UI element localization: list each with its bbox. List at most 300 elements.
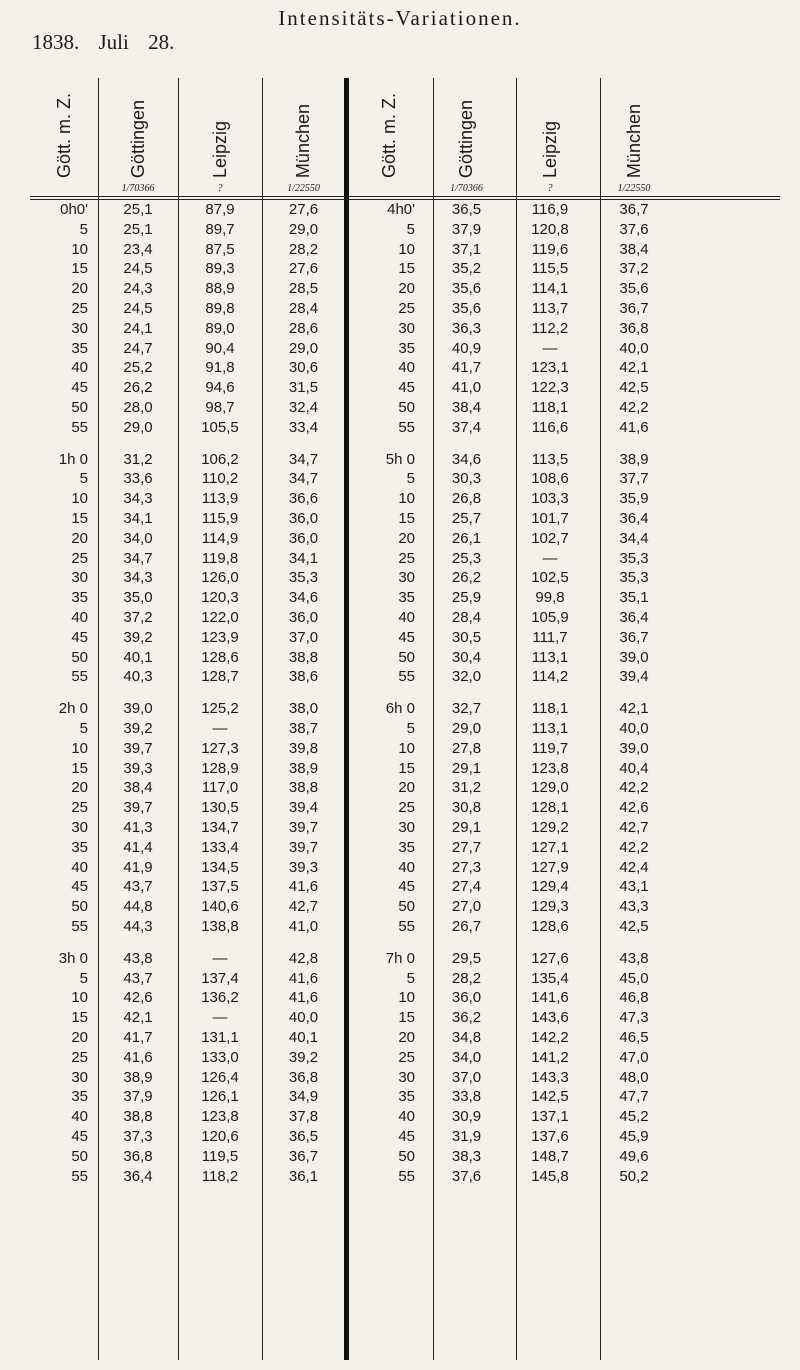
value-cell: 38,6 [288,668,319,686]
value-cell: 91,8 [205,359,235,377]
value-cell: 32,0 [451,668,482,686]
value-cell: 102,7 [531,529,569,547]
table-row [30,949,780,968]
time-cell: 55 [71,668,88,686]
time-cell: 25 [71,300,88,317]
value-cell: 35,6 [619,280,649,298]
value-cell: 32,7 [451,700,482,718]
value-cell: 39,7 [123,799,153,817]
value-cell: 34,1 [288,549,319,567]
value-cell: — [212,1009,228,1027]
value-cell: 44,8 [123,898,153,916]
value-cell: 39,7 [288,819,319,836]
table-row [30,279,780,298]
time-cell: 4h0' [387,201,415,218]
value-cell: 36,6 [288,490,319,508]
value-cell: 119,7 [531,739,569,757]
value-cell: 38,9 [288,759,319,777]
time-cell: 50 [398,399,415,416]
value-cell: 126,4 [201,1068,239,1086]
time-cell: 20 [71,529,88,547]
table-row [30,1147,780,1166]
value-cell: 25,1 [123,201,153,218]
column-divider [98,78,99,1360]
value-cell: 29,0 [123,418,153,436]
value-cell: 42,7 [619,819,649,836]
value-cell: 38,8 [288,648,319,666]
value-cell: 39,7 [288,838,319,856]
value-cell: 129,3 [531,898,569,916]
value-cell: 33,6 [123,470,153,488]
column-header-4 [262,78,345,196]
value-cell: 42,1 [619,700,649,718]
value-cell: 25,1 [123,220,153,238]
column-label: München [623,103,644,178]
value-cell: 24,7 [123,339,153,357]
time-cell: 2h 0 [58,700,88,718]
time-cell: 30 [71,1068,88,1086]
value-cell: 88,9 [205,280,235,298]
value-cell: 123,8 [531,759,569,777]
table-row [30,299,780,318]
value-cell: 40,4 [619,759,649,777]
value-cell: 126,0 [201,569,239,587]
value-cell: 87,5 [205,240,235,258]
table-row [30,529,780,548]
value-cell: 122,3 [531,379,569,397]
time-cell: 20 [398,280,415,298]
value-cell: 43,7 [123,969,153,987]
value-cell: 31,2 [123,450,153,468]
value-cell: 43,7 [123,878,153,896]
time-cell: 5 [79,220,88,238]
value-cell: 39,0 [619,648,649,666]
value-cell: 27,8 [451,739,482,757]
value-cell: 36,1 [288,1167,319,1185]
value-cell: 30,8 [451,799,482,817]
column-unit: 1/70366 [121,183,155,194]
time-cell: 45 [71,379,88,397]
value-cell: 38,9 [123,1068,153,1086]
value-cell: 111,7 [532,628,568,646]
value-cell: 38,3 [451,1147,482,1165]
value-cell: 30,6 [288,359,319,377]
value-cell: 45,0 [619,969,649,987]
value-cell: 29,0 [288,339,319,357]
value-cell: 126,1 [201,1088,239,1106]
time-cell: 10 [71,739,88,757]
value-cell: 41,6 [619,418,649,436]
value-cell: 33,4 [288,418,319,436]
time-cell: 20 [398,529,415,547]
value-cell: 36,0 [451,989,482,1007]
table-row [30,1028,780,1047]
value-cell: 137,1 [531,1108,569,1126]
time-cell: 6h 0 [385,700,415,718]
value-cell: 37,0 [451,1068,482,1086]
value-cell: 39,3 [288,858,319,876]
value-cell: 36,4 [619,609,649,626]
value-cell: 42,7 [288,898,319,916]
value-cell: 40,3 [123,668,153,686]
time-cell: 20 [71,1029,88,1046]
time-cell: 50 [398,648,415,666]
value-cell: 38,8 [288,779,319,797]
table-row [30,818,780,837]
time-cell: 40 [71,1108,88,1126]
time-cell: 45 [71,628,88,646]
value-cell: 31,2 [451,779,482,797]
value-cell: 30,9 [451,1108,482,1126]
value-cell: 36,5 [451,201,482,218]
value-cell: 31,9 [451,1128,482,1145]
table-row [30,319,780,338]
time-cell: 5h 0 [385,450,415,468]
value-cell: 98,7 [205,399,235,416]
value-cell: 127,1 [531,838,569,856]
value-cell: 29,0 [451,720,482,737]
value-cell: 40,0 [288,1009,319,1027]
value-cell: 30,3 [451,470,482,488]
value-cell: 127,3 [201,739,239,757]
table-row [30,897,780,916]
time-cell: 20 [398,779,415,797]
value-cell: 41,0 [451,379,482,397]
value-cell: 116,6 [531,418,569,436]
value-cell: 134,5 [201,858,239,876]
value-cell: — [212,720,228,737]
value-cell: 127,6 [531,949,569,967]
value-cell: 36,0 [288,609,319,626]
value-cell: 138,8 [201,918,239,935]
value-cell: 37,7 [619,470,649,488]
time-cell: 20 [398,1029,415,1046]
value-cell: 29,5 [451,949,482,967]
value-cell: 40,1 [123,648,153,666]
value-cell: 36,0 [288,529,319,547]
value-cell: 90,4 [205,339,235,357]
value-cell: 37,8 [288,1108,319,1126]
time-cell: 30 [398,319,415,337]
value-cell: 136,2 [201,989,239,1007]
time-cell: 10 [398,739,415,757]
time-cell: 45 [398,628,415,646]
table-row [30,240,780,259]
value-cell: 114,9 [201,529,239,547]
value-cell: 26,2 [451,569,482,587]
value-cell: 34,7 [123,549,153,567]
value-cell: 130,5 [201,799,239,817]
value-cell: 127,9 [531,858,569,876]
time-cell: 30 [398,819,415,836]
table-row [30,549,780,568]
column-divider [516,78,517,1360]
time-cell: 25 [71,1048,88,1066]
value-cell: 34,3 [123,490,153,508]
time-cell: 10 [71,490,88,508]
value-cell: 145,8 [531,1167,569,1185]
value-cell: 41,6 [123,1048,153,1066]
value-cell: 129,4 [531,878,569,896]
table-row [30,608,780,627]
table-row [30,568,780,587]
table-row [30,509,780,528]
value-cell: 42,4 [619,858,649,876]
value-cell: 128,1 [531,799,569,817]
value-cell: 117,0 [201,779,239,797]
value-cell: 37,0 [288,628,319,646]
table-row [30,628,780,647]
value-cell: 37,1 [451,240,482,258]
value-cell: 50,2 [619,1167,649,1185]
value-cell: 99,8 [535,589,565,607]
value-cell: 89,3 [205,260,235,278]
value-cell: 26,1 [451,529,482,547]
value-cell: 27,6 [288,260,319,278]
time-cell: 0h0' [60,201,88,218]
time-cell: 35 [71,339,88,357]
value-cell: 137,5 [201,878,239,896]
value-cell: 41,7 [123,1029,153,1046]
table-row [30,759,780,778]
time-cell: 5 [406,470,415,488]
time-cell: 7h 0 [385,949,415,967]
value-cell: 118,2 [201,1167,239,1185]
time-cell: 5 [79,470,88,488]
time-cell: 50 [398,898,415,916]
value-cell: 102,5 [531,569,569,587]
value-cell: 27,4 [451,878,482,896]
value-cell: 37,9 [123,1088,153,1106]
table-row [30,398,780,417]
value-cell: 24,1 [123,319,153,337]
value-cell: 103,3 [531,490,569,508]
value-cell: 41,6 [288,989,319,1007]
value-cell: 49,6 [619,1147,649,1165]
value-cell: 39,0 [619,739,649,757]
value-cell: 143,6 [531,1009,569,1027]
value-cell: 42,2 [619,838,649,856]
time-cell: 35 [398,838,415,856]
value-cell: 118,1 [531,700,569,718]
value-cell: 43,1 [619,878,649,896]
value-cell: 41,3 [123,819,153,836]
value-cell: 39,2 [123,628,153,646]
header-rule [30,196,780,197]
value-cell: 28,2 [288,240,319,258]
value-cell: 41,7 [451,359,482,377]
value-cell: 112,2 [531,319,569,337]
value-cell: 25,3 [451,549,482,567]
value-cell: 34,1 [123,510,153,527]
value-cell: 35,2 [451,260,482,278]
value-cell: 25,2 [123,359,153,377]
time-cell: 10 [71,989,88,1007]
time-cell: 5 [406,969,415,987]
year: 1838. [32,30,80,54]
value-cell: 35,9 [619,490,649,508]
value-cell: 34,3 [123,569,153,587]
value-cell: 37,3 [123,1128,153,1145]
time-cell: 5 [406,220,415,238]
value-cell: 45,2 [619,1108,649,1126]
value-cell: 30,4 [451,648,482,666]
value-cell: 29,0 [288,220,319,238]
table-row [30,877,780,896]
time-cell: 5 [79,720,88,737]
column-label: München [293,103,313,178]
value-cell: 35,0 [123,589,153,607]
value-cell: 40,1 [288,1029,319,1046]
value-cell: 125,2 [201,700,239,718]
value-cell: 42,8 [288,949,319,967]
table-row [30,739,780,758]
value-cell: 25,9 [451,589,482,607]
value-cell: 106,2 [201,450,239,468]
time-cell: 5 [79,969,88,987]
table-row [30,838,780,857]
value-cell: 116,9 [531,201,569,218]
table-row [30,1127,780,1146]
value-cell: 24,3 [123,280,153,298]
value-cell: 34,6 [288,589,319,607]
table-row [30,418,780,437]
time-cell: 10 [398,989,415,1007]
value-cell: 28,6 [288,319,319,337]
value-cell: 43,8 [619,949,649,967]
time-cell: 15 [398,759,415,777]
value-cell: 137,6 [531,1128,569,1145]
dateline [32,30,188,55]
day: 28. [148,30,175,54]
value-cell: 39,3 [123,759,153,777]
value-cell: 120,3 [201,589,239,607]
value-cell: 36,0 [288,510,319,527]
time-cell: 15 [71,510,88,527]
value-cell: 31,5 [288,379,319,397]
value-cell: 42,1 [123,1009,153,1027]
column-unit: 1/70366 [450,183,483,194]
time-cell: 45 [71,1128,88,1145]
column-header-5 [353,78,425,196]
value-cell: 115,9 [201,510,239,527]
value-cell: 113,9 [201,490,239,508]
time-cell: 15 [71,1009,88,1027]
time-cell: 40 [71,359,88,377]
value-cell: 26,8 [451,490,482,508]
value-cell: 142,5 [531,1088,569,1106]
column-divider [600,78,601,1360]
time-cell: 30 [398,1068,415,1086]
value-cell: 36,7 [619,201,649,218]
value-cell: 123,1 [531,359,569,377]
column-unit: 1/22550 [617,183,651,194]
time-cell: 55 [71,1167,88,1185]
center-divider [344,78,349,1360]
value-cell: 137,4 [201,969,239,987]
table-row [30,378,780,397]
time-cell: 50 [71,399,88,416]
value-cell: 34,8 [451,1029,482,1046]
value-cell: 46,5 [619,1029,649,1046]
time-cell: 55 [71,418,88,436]
value-cell: 47,3 [619,1009,649,1027]
column-header-3 [178,78,262,196]
time-cell: 45 [71,878,88,896]
value-cell: 37,6 [451,1167,482,1185]
value-cell: 27,6 [288,201,319,218]
value-cell: 26,2 [123,379,153,397]
data-table [30,78,780,1360]
value-cell: 35,6 [451,300,482,317]
time-cell: 15 [398,260,415,278]
time-cell: 40 [398,609,415,626]
value-cell: 115,5 [531,260,569,278]
value-cell: 28,4 [288,300,319,317]
value-cell: 113,1 [531,720,569,737]
table-row [30,450,780,469]
value-cell: 89,7 [205,220,235,238]
time-cell: 25 [398,799,415,817]
value-cell: 44,3 [123,918,153,935]
value-cell: 39,7 [123,739,153,757]
table-row [30,1068,780,1087]
value-cell: 38,4 [451,399,482,416]
time-cell: 1h 0 [58,450,88,468]
time-cell: 10 [398,240,415,258]
time-cell: 20 [71,779,88,797]
table-row [30,667,780,686]
table-row [30,358,780,377]
value-cell: 39,2 [288,1048,319,1066]
table-row [30,339,780,358]
value-cell: 43,3 [619,898,649,916]
value-cell: 26,7 [451,918,482,935]
time-cell: 25 [398,1048,415,1066]
value-cell: 24,5 [123,300,153,317]
value-cell: 128,6 [201,648,239,666]
value-cell: 94,6 [205,379,235,397]
value-cell: 36,4 [619,510,649,527]
value-cell: 141,2 [531,1048,569,1066]
value-cell: 47,0 [619,1048,649,1066]
time-cell: 35 [398,589,415,607]
value-cell: 148,7 [531,1147,569,1165]
time-cell: 20 [71,280,88,298]
time-cell: 35 [398,1088,415,1106]
value-cell: — [542,549,558,567]
value-cell: 114,1 [531,280,569,298]
value-cell: 27,7 [451,838,482,856]
value-cell: 134,7 [201,819,239,836]
time-cell: 55 [398,418,415,436]
value-cell: 25,7 [451,510,482,527]
table-row [30,1107,780,1126]
value-cell: 129,2 [531,819,569,836]
time-cell: 40 [71,858,88,876]
value-cell: 45,9 [619,1128,649,1145]
value-cell: 28,0 [123,399,153,416]
value-cell: 123,8 [201,1108,239,1126]
value-cell: 36,8 [288,1068,319,1086]
value-cell: 39,4 [288,799,319,817]
time-cell: 5 [406,720,415,737]
value-cell: 30,5 [451,628,482,646]
value-cell: 119,8 [201,549,239,567]
value-cell: 27,0 [451,898,482,916]
value-cell: 123,9 [201,628,239,646]
value-cell: 29,1 [451,759,482,777]
